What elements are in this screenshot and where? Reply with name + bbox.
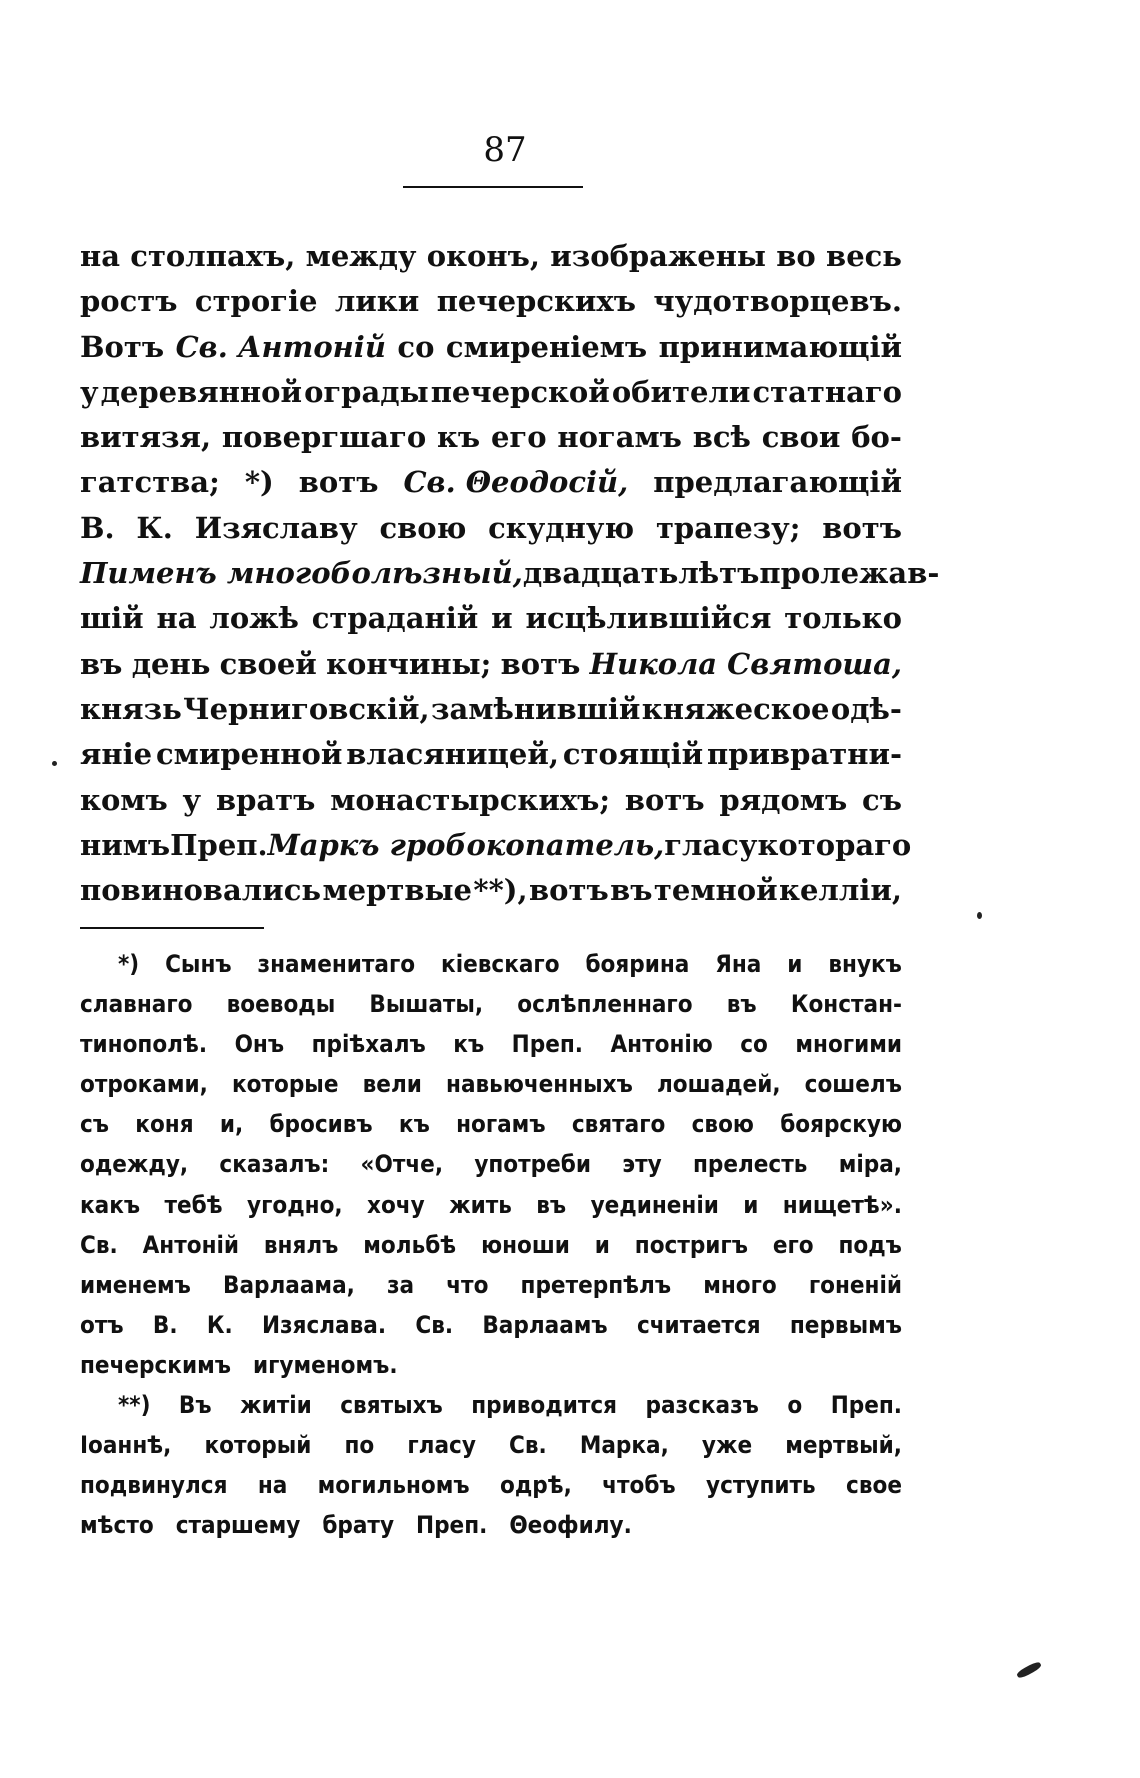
word: замѣнившій xyxy=(430,691,641,726)
word: нимъ xyxy=(80,827,171,862)
word: Черниговскій, xyxy=(183,691,430,726)
text-line xyxy=(80,551,940,596)
text-line xyxy=(80,370,902,415)
word: Сынъ xyxy=(165,950,232,978)
word: страданій xyxy=(311,601,479,636)
text-line xyxy=(80,732,902,777)
word: Преп. xyxy=(170,827,268,862)
word: исцѣлившійся xyxy=(525,601,772,636)
footnote-rule xyxy=(80,927,264,929)
footnote-line xyxy=(80,1265,902,1305)
word: и xyxy=(743,1190,759,1219)
text-line xyxy=(80,506,902,551)
text-line xyxy=(80,868,902,913)
word: деревянной xyxy=(100,374,303,409)
word: какъ xyxy=(80,1190,141,1219)
word: отъ xyxy=(80,1310,124,1339)
word: Преп. xyxy=(416,1511,488,1540)
word: постригъ xyxy=(634,1230,748,1259)
word: предлагающій xyxy=(653,465,902,500)
word: гласу xyxy=(664,827,758,862)
word: между xyxy=(305,239,417,273)
word: считается xyxy=(636,1310,761,1339)
word: В. xyxy=(152,1310,178,1339)
word: гоненій xyxy=(808,1270,902,1299)
word: Варлаамъ xyxy=(482,1310,608,1339)
word: яніе xyxy=(80,737,153,772)
word: вотъ xyxy=(298,465,379,500)
word: **) xyxy=(118,1391,151,1420)
word: строгіе xyxy=(194,284,318,319)
word: *) xyxy=(118,950,140,978)
word: въ xyxy=(610,873,653,908)
word: съ xyxy=(862,782,902,817)
word: Вышаты, xyxy=(369,990,484,1019)
word: сошелъ xyxy=(804,1070,902,1099)
word: внялъ xyxy=(263,1230,339,1259)
word: Іоаннѣ, xyxy=(80,1431,172,1460)
word: вотъ xyxy=(822,510,902,545)
word: Θеофилу. xyxy=(509,1511,632,1540)
word: и xyxy=(594,1230,610,1259)
word: святаго xyxy=(571,1110,666,1139)
footnote-line xyxy=(80,1425,902,1465)
word: печерскимъ xyxy=(80,1350,231,1379)
word: лики xyxy=(334,284,420,319)
word: только xyxy=(784,601,902,636)
footnotes xyxy=(80,944,902,1545)
word: повиновались xyxy=(80,873,322,908)
word: свою xyxy=(379,510,467,545)
ink-blot xyxy=(1016,1660,1043,1679)
word: къ xyxy=(398,1110,430,1139)
word: угодно, xyxy=(247,1190,343,1219)
word: мольбѣ xyxy=(363,1230,457,1259)
word: именемъ xyxy=(80,1270,191,1299)
word: свое xyxy=(846,1471,902,1500)
word: «Отче, xyxy=(360,1150,444,1179)
word: брату xyxy=(322,1511,395,1540)
word: Антонію xyxy=(610,1030,713,1059)
word: Изяслава. xyxy=(261,1310,387,1339)
word: власяницей, xyxy=(346,737,559,772)
word: статнаго xyxy=(752,374,902,409)
word: Преп. xyxy=(511,1030,583,1059)
word: день xyxy=(131,646,211,681)
word: во xyxy=(776,239,816,273)
word: за xyxy=(386,1270,415,1299)
word: весь xyxy=(826,239,902,273)
italic-name: Маркъ гробокопатель, xyxy=(267,827,665,862)
word: князь xyxy=(80,691,182,726)
word: претерпѣлъ xyxy=(520,1270,672,1299)
word: свои xyxy=(761,420,841,455)
footnote-line xyxy=(80,1465,902,1505)
word: одѣ- xyxy=(830,691,902,726)
word: міра, xyxy=(838,1150,902,1179)
word: кіевскаго xyxy=(441,950,560,978)
word: бросивъ xyxy=(269,1110,373,1139)
word: къ xyxy=(436,420,481,455)
text-line xyxy=(80,642,902,687)
word: и xyxy=(491,601,513,636)
word: много xyxy=(703,1270,777,1299)
word: коня xyxy=(135,1110,194,1139)
word: вратъ xyxy=(215,782,316,817)
word: по xyxy=(344,1431,375,1460)
word: Яна xyxy=(715,950,762,978)
word: оконъ, xyxy=(426,239,540,273)
word: многими xyxy=(795,1030,902,1059)
word: хочу xyxy=(367,1190,425,1219)
word: навьюченныхъ xyxy=(446,1070,633,1099)
word: внукъ xyxy=(828,950,902,978)
word: сказалъ: xyxy=(219,1150,330,1179)
footnote-line xyxy=(80,1144,902,1184)
word: мѣсто xyxy=(80,1511,154,1540)
footnote-line xyxy=(80,1505,902,1545)
word: *) xyxy=(244,465,274,500)
word: Марка, xyxy=(579,1431,669,1460)
word: отроками, xyxy=(80,1070,208,1099)
word: пріѣхалъ xyxy=(311,1030,426,1059)
word: свою xyxy=(691,1110,754,1139)
footnote-line xyxy=(80,1064,902,1104)
word: воеводы xyxy=(226,990,336,1019)
word: употреби xyxy=(474,1150,591,1179)
word: чудотворцевъ. xyxy=(653,284,902,319)
word: въ xyxy=(80,646,123,681)
word: ограды xyxy=(304,374,429,409)
word: нищетѣ». xyxy=(782,1190,902,1219)
ink-speck xyxy=(977,912,982,919)
word: своей xyxy=(219,646,317,681)
page-number: 87 xyxy=(483,130,527,170)
word: тинополѣ. xyxy=(80,1030,208,1059)
word: ложѣ xyxy=(209,601,299,636)
text-line xyxy=(80,823,912,868)
word: принимающій xyxy=(658,329,902,364)
word: разсказъ xyxy=(645,1391,759,1420)
word: его xyxy=(490,420,547,455)
word: лошадей, xyxy=(656,1070,781,1099)
word: обители xyxy=(611,374,751,409)
word: кончины; xyxy=(326,646,492,681)
word: лѣтъ xyxy=(678,556,760,591)
word: боярина xyxy=(585,950,690,978)
word: печерскихъ xyxy=(436,284,636,319)
footnote-line xyxy=(80,1185,902,1225)
word: со xyxy=(740,1030,768,1059)
word: вотъ xyxy=(500,646,581,681)
word: старшему xyxy=(175,1511,301,1540)
header-rule xyxy=(403,186,583,188)
main-text xyxy=(80,234,940,913)
word: на xyxy=(80,239,121,273)
word: жить xyxy=(449,1190,512,1219)
word: боярскую xyxy=(780,1110,902,1139)
word: что xyxy=(446,1270,489,1299)
italic-name: Св. Θеодосій, xyxy=(403,465,629,500)
word: шій xyxy=(80,601,144,636)
word: о xyxy=(787,1391,803,1420)
footnote-line xyxy=(80,1385,902,1425)
text-line xyxy=(80,596,902,641)
word: которые xyxy=(232,1070,339,1099)
ink-speck xyxy=(52,761,57,766)
word: К. xyxy=(136,510,173,545)
word: смиренной xyxy=(156,737,343,772)
word: стоящій xyxy=(562,737,704,772)
word: его xyxy=(772,1230,814,1259)
word: печерской xyxy=(430,374,610,409)
word: Антоній xyxy=(142,1230,240,1259)
word: комъ xyxy=(80,782,168,817)
word: эту xyxy=(622,1150,662,1179)
word: игуменомъ. xyxy=(252,1350,398,1379)
word: Констан- xyxy=(790,990,902,1019)
text-line xyxy=(80,778,902,823)
word: Преп. xyxy=(830,1391,902,1420)
word: святыхъ xyxy=(340,1391,443,1420)
word: и, xyxy=(219,1110,244,1139)
word: подвинулся xyxy=(80,1471,228,1500)
word: изображены xyxy=(550,239,767,273)
word: Вотъ xyxy=(80,329,165,364)
word: въ xyxy=(536,1190,567,1219)
word: В. xyxy=(80,510,115,545)
word: Изяславу xyxy=(194,510,358,545)
footnote-line xyxy=(80,984,902,1024)
word: темной xyxy=(653,873,778,908)
footnote-line xyxy=(80,1024,902,1064)
word: гатства; xyxy=(80,465,220,500)
word: ростъ xyxy=(80,284,178,319)
footnote-line xyxy=(80,1104,902,1144)
word: Онъ xyxy=(234,1030,285,1059)
word: трапезу; xyxy=(655,510,801,545)
word: котораго xyxy=(757,827,912,862)
word: рядомъ xyxy=(719,782,848,817)
word: приводится xyxy=(471,1391,617,1420)
word: ногамъ xyxy=(456,1110,546,1139)
word: пролежав- xyxy=(759,556,940,591)
italic-name: Никола Святоша, xyxy=(589,646,902,681)
word: юноши xyxy=(481,1230,570,1259)
word: съ xyxy=(80,1110,110,1139)
word: могильномъ xyxy=(317,1471,470,1500)
word: привратни- xyxy=(707,737,902,772)
text-line xyxy=(80,325,902,370)
word: на xyxy=(156,601,197,636)
word: гласу xyxy=(407,1431,476,1460)
word: Св. xyxy=(509,1431,547,1460)
word: ногамъ xyxy=(557,420,682,455)
word: уступить xyxy=(706,1471,816,1500)
word: смиреніемъ xyxy=(445,329,648,364)
word: двадцать xyxy=(522,556,679,591)
word: со xyxy=(397,329,435,364)
word: скудную xyxy=(488,510,635,545)
word: Св. xyxy=(80,1230,118,1259)
word: въ xyxy=(726,990,757,1019)
word: мертвый, xyxy=(785,1431,902,1460)
word: уединеніи xyxy=(590,1190,719,1219)
italic-name: Св. Антоній xyxy=(175,329,386,364)
word: витязя, xyxy=(80,420,212,455)
word: и xyxy=(787,950,803,978)
word: столпахъ, xyxy=(130,239,296,273)
word: К. xyxy=(206,1310,233,1339)
word: на xyxy=(257,1471,288,1500)
text-line xyxy=(80,279,902,324)
word: монастырскихъ; xyxy=(330,782,611,817)
text-line xyxy=(80,234,902,279)
footnote-line xyxy=(80,1305,902,1345)
word: ослѣпленнаго xyxy=(517,990,693,1019)
text-line xyxy=(80,460,902,505)
word: у xyxy=(182,782,202,817)
text-line xyxy=(80,415,902,460)
footnote-line xyxy=(80,1345,902,1385)
word: знаменитаго xyxy=(257,950,416,978)
word: келліи, xyxy=(779,873,902,908)
word: бо- xyxy=(851,420,902,455)
word: у xyxy=(80,374,99,409)
word: мертвые xyxy=(322,873,473,908)
word: житіи xyxy=(240,1391,312,1420)
word: который xyxy=(204,1431,312,1460)
word: Въ xyxy=(178,1391,212,1420)
word: чтобъ xyxy=(602,1471,676,1500)
footnote-line xyxy=(80,1225,902,1265)
word: вотъ xyxy=(624,782,705,817)
word: одежду, xyxy=(80,1150,189,1179)
word: уже xyxy=(701,1431,753,1460)
word: первымъ xyxy=(789,1310,902,1339)
word: къ xyxy=(453,1030,485,1059)
word: подъ xyxy=(838,1230,902,1259)
word: вели xyxy=(362,1070,422,1099)
word: княжеское xyxy=(641,691,830,726)
word: Св. xyxy=(415,1310,454,1339)
word: тебѣ xyxy=(164,1190,223,1219)
word: повергшаго xyxy=(221,420,427,455)
italic-name: Пименъ многоболѣзный, xyxy=(80,556,523,591)
word: Варлаама, xyxy=(223,1270,355,1299)
word: прелесть xyxy=(692,1150,808,1179)
footnote-line xyxy=(80,944,902,984)
word: славнаго xyxy=(80,990,193,1019)
text-line xyxy=(80,687,902,732)
word: **), xyxy=(473,873,528,908)
word: всѣ xyxy=(692,420,751,455)
word: одрѣ, xyxy=(500,1471,572,1500)
word: вотъ xyxy=(528,873,609,908)
